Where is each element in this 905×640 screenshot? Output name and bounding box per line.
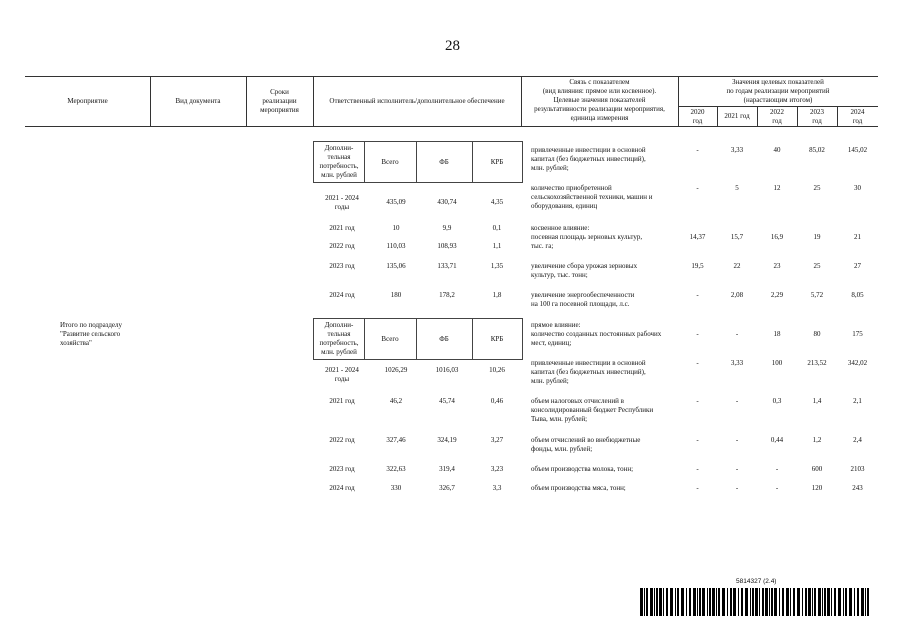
header-year-2023: 2023 год — [810, 108, 824, 125]
header-terms: Сроки реализации мероприятия — [260, 88, 299, 114]
header-top-rule — [25, 76, 878, 77]
fin-label: Дополни- тельная потребность, млн. рублей — [319, 144, 359, 179]
block1-fin-header — [313, 141, 523, 183]
header-measure: Мероприятие — [67, 97, 108, 105]
fin-label: Дополни- тельная потребность, млн. рублей — [319, 321, 359, 356]
fin-krb-header: КРБ — [490, 335, 504, 343]
header-year-2020: 2020 год — [690, 108, 705, 125]
block2-measure: Итого по подразделу "Развитие сельского хозяйства" — [60, 321, 122, 347]
block2-fin-header — [313, 318, 523, 360]
fin-krb-header: КРБ — [490, 158, 504, 166]
barcode-icon — [640, 588, 870, 616]
page-number: 28 — [445, 38, 460, 54]
header-bottom-rule — [25, 126, 878, 127]
years-divider — [678, 106, 878, 107]
fin-total-header: Всего — [381, 158, 399, 166]
fin-fb-header: ФБ — [439, 335, 449, 343]
fin-fb-header: ФБ — [439, 158, 449, 166]
header-year-2022: 2022 год — [770, 108, 784, 125]
header-doc-type: Вид документа — [175, 97, 221, 105]
header-executor: Ответственный исполнитель/дополнительное обеспечение — [329, 97, 505, 105]
barcode-label: 5814327 (2.4) — [736, 578, 777, 585]
header-year-2021: 2021 год — [724, 112, 750, 120]
header-indicator-link: Связь с показателем (вид влияния: прямое или косвенное). Целевые значения показателей результативности реализации мероприятия, единица измерения — [534, 78, 665, 122]
header-target-values: Значения целевых показателей по годам реализации мероприятий (нарастающим итогом) — [726, 78, 830, 104]
fin-total-header: Всего — [381, 335, 399, 343]
header-year-2024: 2024 год — [850, 108, 865, 125]
